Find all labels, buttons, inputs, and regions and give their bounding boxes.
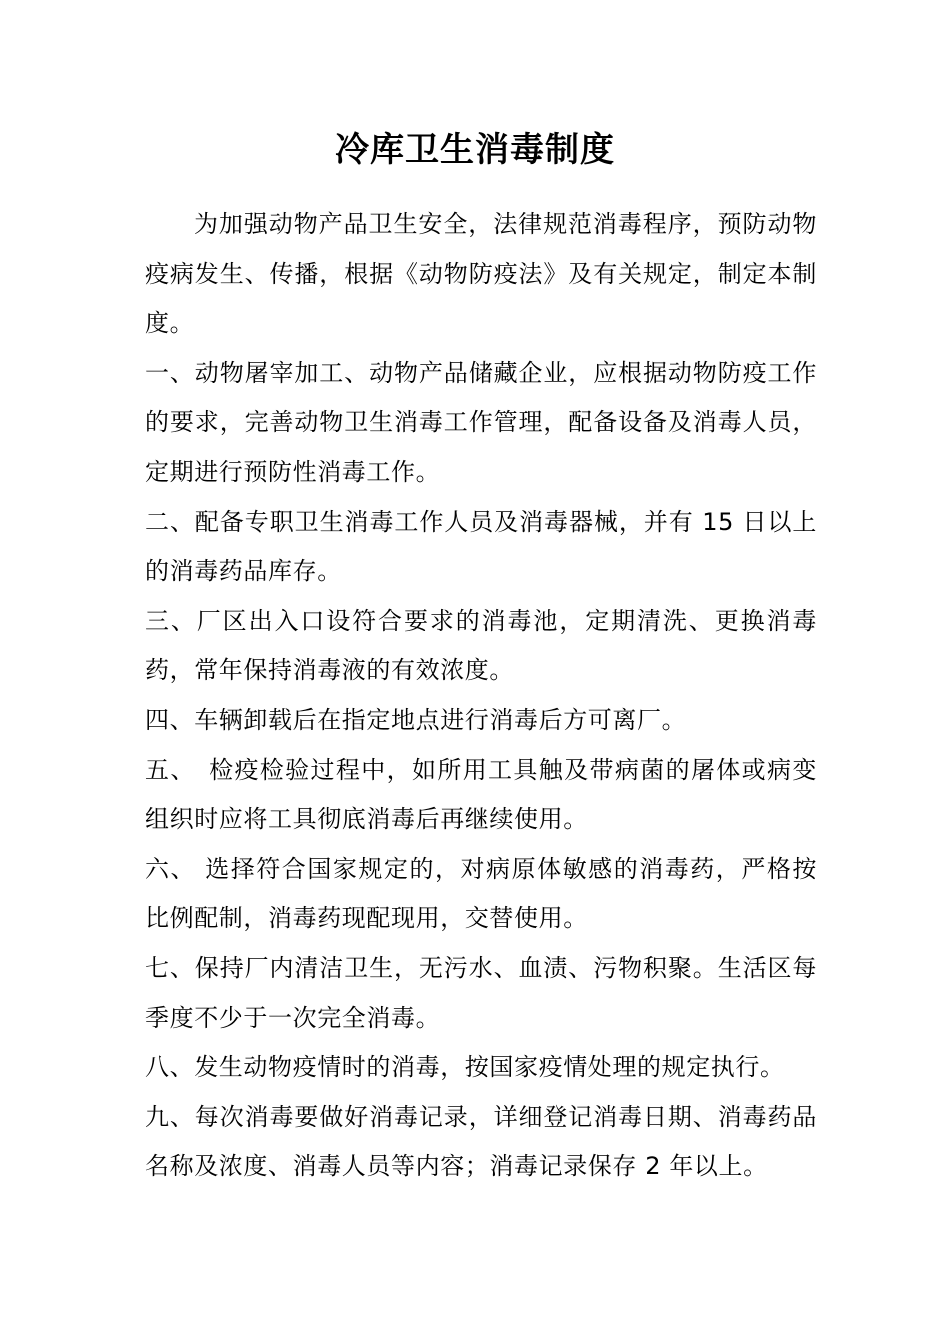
- rule-item-5: 五、 检疫检验过程中，如所用工具触及带病菌的屠体或病变组织时应将工具彻底消毒后再继续使用。: [145, 755, 817, 834]
- rule-item-1: 一、动物屠宰加工、动物产品储藏企业，应根据动物防疫工作的要求，完善动物卫生消毒工作管理，配备设备及消毒人员，定期进行预防性消毒工作。: [145, 358, 817, 486]
- document-body: [145, 200, 817, 1192]
- intro-paragraph: 为加强动物产品卫生安全，法律规范消毒程序，预防动物疫病发生、传播，根据《动物防疫法》及有关规定，制定本制度。: [145, 210, 817, 338]
- rule-item-2: 二、配备专职卫生消毒工作人员及消毒器械，并有 15 日以上的消毒药品库存。: [145, 507, 817, 586]
- rule-item-3: 三、厂区出入口设符合要求的消毒池，定期清洗、更换消毒药，常年保持消毒液的有效浓度。: [145, 606, 817, 685]
- rule-item-9: 九、每次消毒要做好消毒记录，详细登记消毒日期、消毒药品名称及浓度、消毒人员等内容；消毒记录保存 2 年以上。: [145, 1102, 817, 1181]
- document-title: 冷库卫生消毒制度: [335, 130, 615, 170]
- rule-item-4: 四、车辆卸载后在指定地点进行消毒后方可离厂。: [145, 705, 687, 734]
- rule-item-7: 七、保持厂内清洁卫生，无污水、血渍、污物积聚。生活区每季度不少于一次完全消毒。: [145, 953, 817, 1032]
- rule-item-6: 六、 选择符合国家规定的，对病原体敏感的消毒药，严格按比例配制，消毒药现配现用，交替使用。: [145, 854, 817, 933]
- rule-item-8: 八、发生动物疫情时的消毒，按国家疫情处理的规定执行。: [145, 1053, 785, 1082]
